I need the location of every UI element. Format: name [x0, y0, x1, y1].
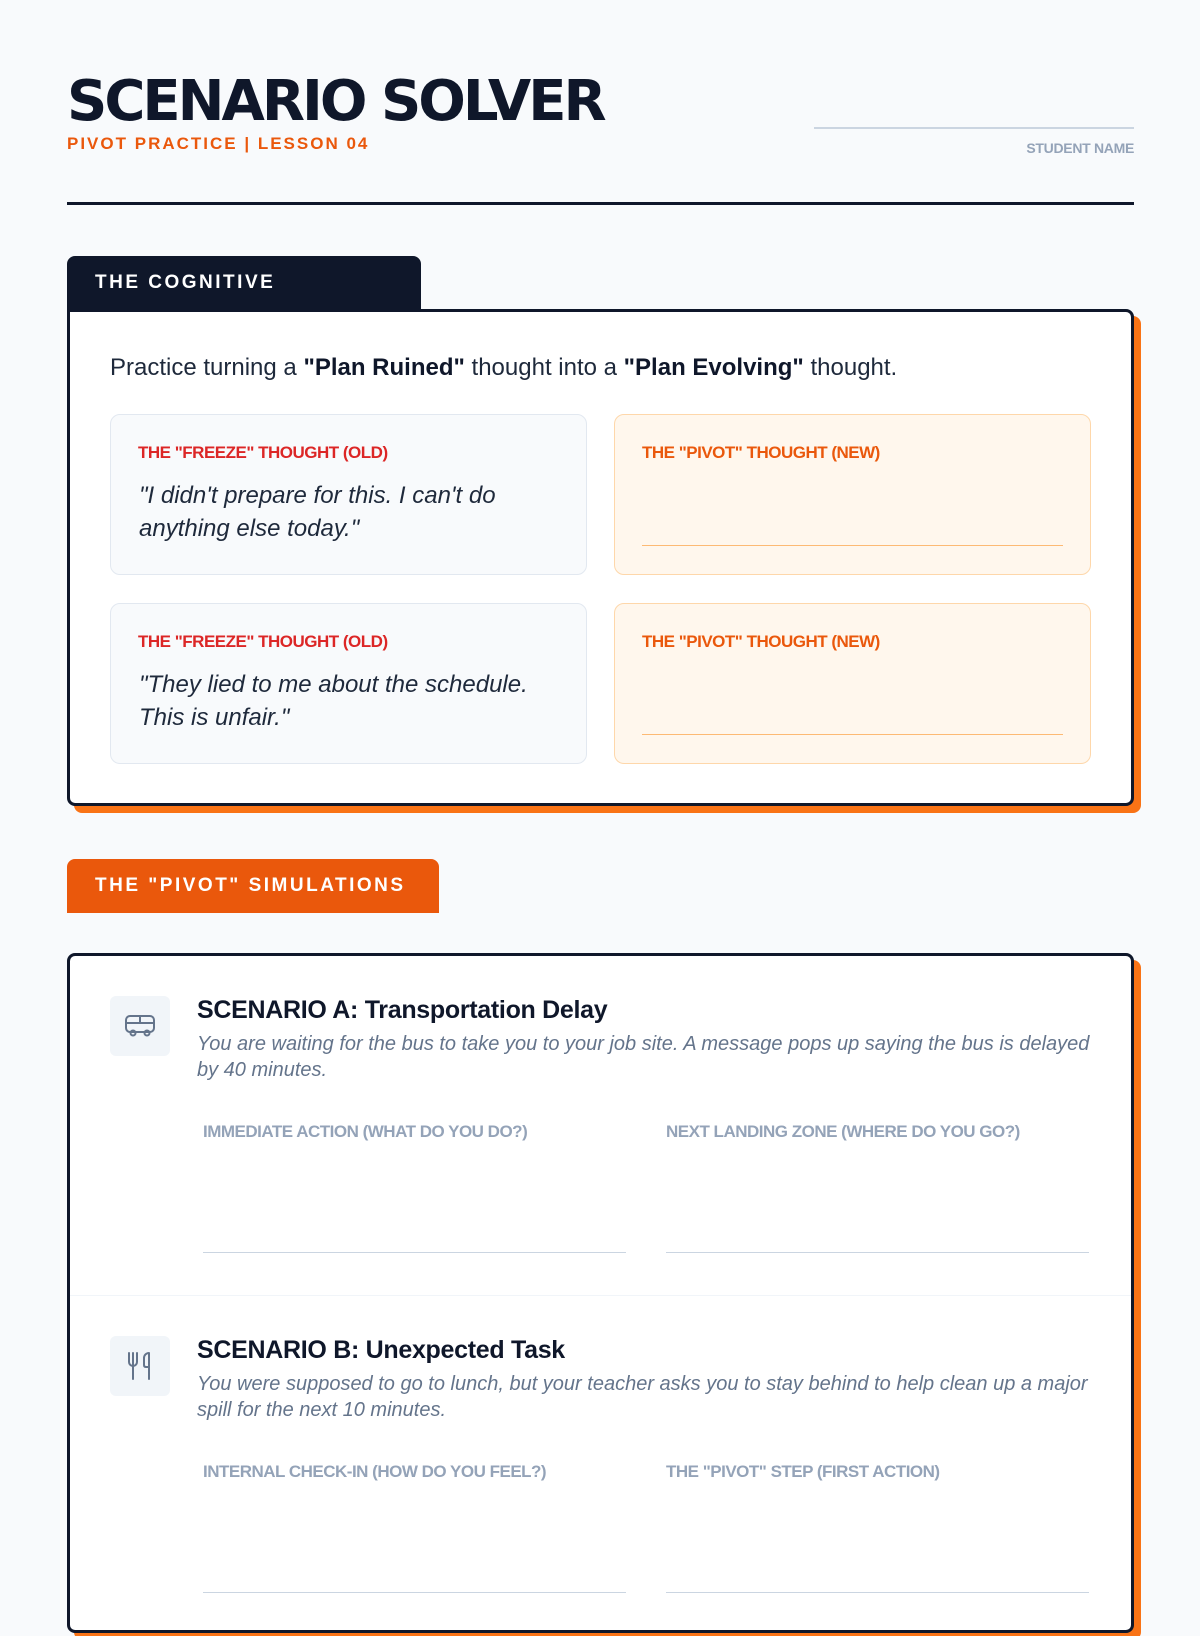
utensils-icon	[110, 1336, 170, 1396]
answer-line[interactable]	[666, 1592, 1089, 1593]
scenario-a	[70, 956, 1131, 1296]
pivot-thought-label: THE "PIVOT" THOUGHT (NEW)	[642, 632, 880, 651]
lesson-subtitle: PIVOT PRACTICE | LESSON 04	[67, 134, 370, 153]
scenario-title: SCENARIO B: Unexpected Task	[197, 1336, 565, 1364]
freeze-thought-card	[110, 414, 587, 575]
field-label: THE "PIVOT" STEP (FIRST ACTION)	[666, 1462, 940, 1481]
cognitive-reframe-tab: THE COGNITIVE	[67, 256, 421, 310]
pivot-step-field[interactable]	[666, 1462, 1089, 1593]
student-name-label: STUDENT NAME	[1026, 140, 1134, 156]
intro-term-plan-ruined: "Plan Ruined"	[303, 354, 465, 381]
field-label: INTERNAL CHECK-IN (HOW DO YOU FEEL?)	[203, 1462, 547, 1481]
pivot-thought-answer-line[interactable]	[642, 734, 1063, 735]
answer-line[interactable]	[666, 1252, 1089, 1253]
immediate-action-field[interactable]	[203, 1122, 626, 1253]
worksheet-header	[67, 70, 1134, 205]
scenario-description: You were supposed to go to lunch, but your teacher asks you to stay behind to help clean up a major spill for the next 10 minutes.	[197, 1373, 1088, 1421]
bus-icon	[110, 996, 170, 1056]
reframe-intro	[110, 354, 897, 382]
scenario-b	[70, 1296, 1131, 1636]
pivot-thought-card	[614, 414, 1091, 575]
student-name-field[interactable]	[814, 127, 1134, 129]
cognitive-reframe-panel	[67, 309, 1134, 806]
pivot-thought-card	[614, 603, 1091, 764]
field-label: NEXT LANDING ZONE (WHERE DO YOU GO?)	[666, 1122, 1020, 1141]
answer-line[interactable]	[203, 1252, 626, 1253]
intro-text-pre: Practice turning a	[110, 354, 304, 381]
scenario-title: SCENARIO A: Transportation Delay	[197, 996, 608, 1024]
intro-text-post: thought.	[803, 354, 898, 381]
field-label: IMMEDIATE ACTION (WHAT DO YOU DO?)	[203, 1122, 528, 1141]
internal-check-in-field[interactable]	[203, 1462, 626, 1593]
freeze-thought-text: "They lied to me about the schedule. This is unfair."	[139, 671, 528, 731]
pivot-simulations-panel	[67, 953, 1134, 1633]
answer-line[interactable]	[203, 1592, 626, 1593]
scenario-description: You are waiting for the bus to take you to your job site. A message pops up saying the bus is delayed by 40 minutes.	[197, 1033, 1090, 1081]
page-title: SCENARIO SOLVER	[67, 69, 604, 134]
intro-text-mid: thought into a	[464, 354, 624, 381]
freeze-thought-label: THE "FREEZE" THOUGHT (OLD)	[138, 632, 388, 651]
freeze-thought-card	[110, 603, 587, 764]
pivot-thought-answer-line[interactable]	[642, 545, 1063, 546]
freeze-thought-label: THE "FREEZE" THOUGHT (OLD)	[138, 443, 388, 462]
next-landing-zone-field[interactable]	[666, 1122, 1089, 1253]
intro-term-plan-evolving: "Plan Evolving"	[623, 354, 804, 381]
pivot-simulations-tab: THE "PIVOT" SIMULATIONS	[67, 859, 439, 913]
freeze-thought-text: "I didn't prepare for this. I can't do anything else today."	[139, 482, 496, 542]
pivot-thought-label: THE "PIVOT" THOUGHT (NEW)	[642, 443, 880, 462]
